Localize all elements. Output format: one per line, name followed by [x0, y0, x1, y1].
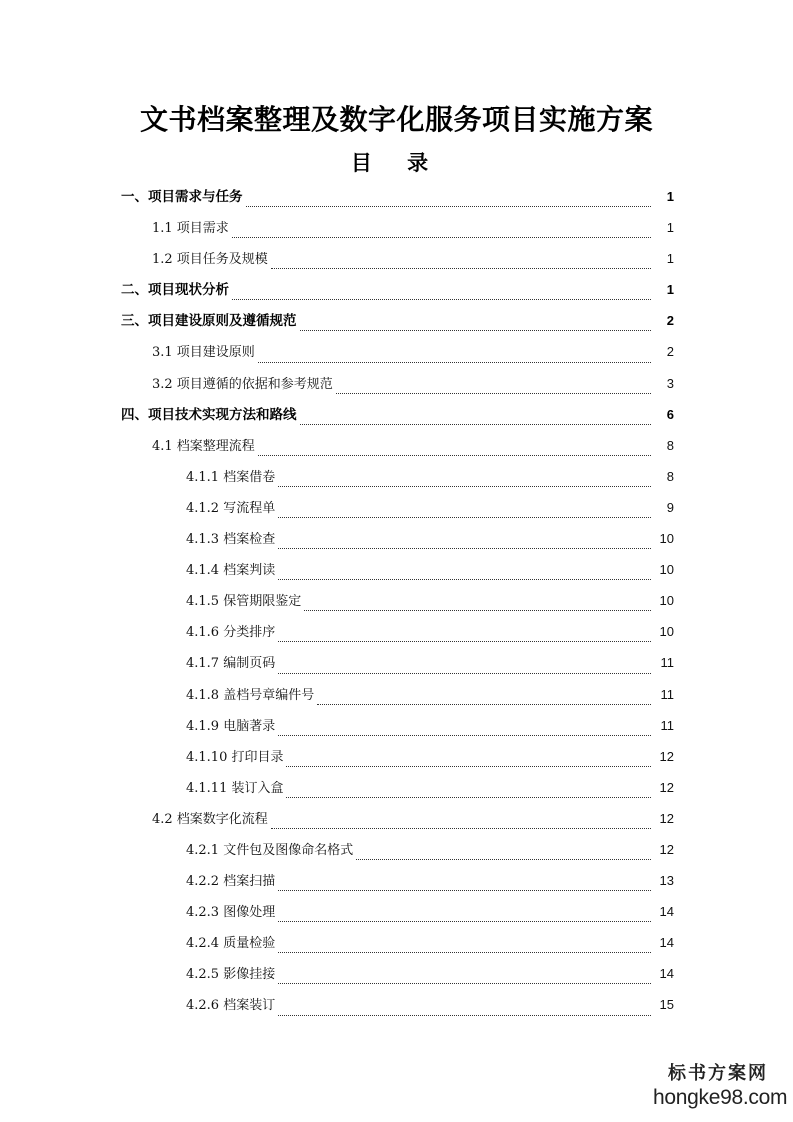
watermark	[653, 1062, 788, 1110]
toc-entry-label: 4.1.10 打印目录	[186, 749, 284, 765]
toc-entry-label: 4.2.1 文件包及图像命名格式	[186, 842, 354, 858]
toc-entry-page-number: 12	[659, 841, 674, 857]
toc-entry-page-number: 8	[666, 468, 674, 484]
toc-dot-leader	[246, 205, 652, 207]
toc-entry[interactable]	[0, 651, 793, 682]
toc-entry-label: 1.1 项目需求	[152, 221, 229, 237]
toc-entry-page-number: 14	[659, 966, 674, 982]
toc-entry-label: 4.1.6 分类排序	[186, 625, 276, 641]
toc-entry[interactable]	[0, 962, 793, 993]
toc-entry[interactable]	[0, 900, 793, 931]
toc-entry[interactable]	[0, 309, 793, 340]
toc-entry-label: 四、项目技术实现方法和路线	[121, 406, 297, 423]
toc-entry[interactable]	[0, 558, 793, 589]
toc-entry-label: 4.1.8 盖档号章编件号	[186, 687, 315, 703]
toc-entry-page-number: 14	[659, 935, 674, 951]
toc-dot-leader	[278, 516, 651, 518]
toc-entry-page-number: 11	[660, 686, 674, 702]
toc-entry[interactable]	[0, 434, 793, 465]
toc-entry-page-number: 11	[660, 655, 674, 671]
toc-dot-leader	[278, 889, 651, 891]
toc-entry-label: 4.2.3 图像处理	[186, 905, 276, 921]
toc-entry-page-number: 2	[666, 313, 674, 329]
toc-dot-leader	[317, 703, 651, 705]
toc-entry-label: 4.2.6 档案装订	[186, 998, 276, 1014]
toc-dot-leader	[278, 734, 651, 736]
toc-entry-label: 4.1.4 档案判读	[186, 563, 276, 579]
toc-entry[interactable]	[0, 620, 793, 651]
toc-entry-page-number: 1	[666, 189, 674, 204]
toc-dot-leader	[271, 267, 651, 269]
toc-heading	[0, 147, 793, 177]
toc-entry-page-number: 14	[659, 904, 674, 920]
toc-entry[interactable]	[0, 527, 793, 558]
toc-dot-leader	[278, 485, 651, 487]
watermark-site-name: 标书方案网	[668, 1063, 768, 1084]
toc-entry-page-number: 6	[666, 406, 674, 422]
toc-entry-label: 4.1.9 电脑著录	[186, 718, 276, 734]
toc-entry-label: 1.2 项目任务及规模	[152, 252, 268, 268]
toc-entry-page-number: 10	[659, 562, 674, 578]
toc-dot-leader	[258, 361, 651, 363]
toc-entry-label: 4.1.3 档案检查	[186, 532, 276, 548]
toc-entry-label: 三、项目建设原则及遵循规范	[121, 313, 297, 330]
toc-entry[interactable]	[0, 247, 793, 278]
toc-dot-leader	[278, 1014, 651, 1016]
toc-entry-label: 一、项目需求与任务	[121, 189, 243, 205]
toc-entry-label: 4.2.5 影像挂接	[186, 967, 276, 983]
toc-entry[interactable]	[0, 403, 793, 434]
toc-entry-label: 4.1.1 档案借卷	[186, 469, 276, 485]
toc-entry-page-number: 12	[659, 748, 674, 764]
toc-entry-page-number: 1	[666, 220, 674, 236]
toc-dot-leader	[278, 951, 651, 953]
toc-entry[interactable]	[0, 278, 793, 309]
toc-dot-leader	[258, 454, 651, 456]
toc-dot-leader	[278, 982, 651, 984]
toc-dot-leader	[278, 640, 651, 642]
toc-entry[interactable]	[0, 372, 793, 403]
toc-entry-page-number: 9	[666, 499, 674, 515]
toc-dot-leader	[300, 329, 652, 331]
toc-dot-leader	[278, 920, 651, 922]
toc-dot-leader	[304, 609, 651, 611]
toc-dot-leader	[286, 765, 651, 767]
toc-entry[interactable]	[0, 869, 793, 900]
toc-entry[interactable]	[0, 496, 793, 527]
toc-dot-leader	[278, 547, 651, 549]
toc-entry-label: 4.1.11 装订入盒	[186, 780, 284, 796]
toc-entry-page-number: 15	[659, 997, 674, 1013]
toc-entry-page-number: 2	[666, 344, 674, 360]
toc-dot-leader	[232, 236, 651, 238]
toc-entry[interactable]	[0, 216, 793, 247]
toc-entry-page-number: 12	[659, 810, 674, 826]
toc-entry-label: 二、项目现状分析	[121, 282, 229, 299]
toc-entry[interactable]	[0, 931, 793, 962]
toc-dot-leader	[271, 827, 651, 829]
toc-entry[interactable]	[0, 185, 793, 216]
toc-entry-page-number: 1	[666, 282, 674, 298]
toc-entry-page-number: 13	[659, 873, 674, 889]
toc-entry[interactable]	[0, 589, 793, 620]
toc-dot-leader	[232, 298, 651, 300]
toc-heading-text: 目 录	[350, 150, 443, 175]
toc-entry[interactable]	[0, 838, 793, 869]
toc-entry-label: 3.2 项目遵循的依据和参考规范	[152, 376, 333, 392]
toc-entry-label: 4.2.4 质量检验	[186, 936, 276, 952]
toc-entry-page-number: 10	[659, 531, 674, 547]
toc-entry[interactable]	[0, 776, 793, 807]
toc-entry-page-number: 1	[666, 251, 674, 267]
toc-dot-leader	[300, 423, 652, 425]
toc-entry-page-number: 10	[659, 593, 674, 609]
table-of-contents	[0, 185, 793, 1025]
toc-entry-page-number: 10	[659, 624, 674, 640]
toc-entry[interactable]	[0, 993, 793, 1024]
toc-entry-label: 3.1 项目建设原则	[152, 345, 255, 361]
toc-entry[interactable]	[0, 683, 793, 714]
toc-entry-page-number: 11	[660, 717, 674, 733]
toc-entry[interactable]	[0, 807, 793, 838]
toc-dot-leader	[356, 858, 651, 860]
watermark-url: hongke98.com	[653, 1086, 788, 1109]
toc-entry-label: 4.1 档案整理流程	[152, 438, 255, 454]
toc-dot-leader	[286, 796, 651, 798]
toc-dot-leader	[336, 392, 651, 394]
toc-entry-label: 4.1.5 保管期限鉴定	[186, 594, 302, 610]
toc-entry-label: 4.2.2 档案扫描	[186, 874, 276, 890]
toc-entry[interactable]	[0, 465, 793, 496]
toc-dot-leader	[278, 578, 651, 580]
document-title: 文书档案整理及数字化服务项目实施方案	[139, 103, 653, 136]
toc-entry[interactable]	[0, 340, 793, 371]
toc-entry-page-number: 12	[659, 779, 674, 795]
toc-entry-label: 4.1.7 编制页码	[186, 656, 276, 672]
toc-entry-page-number: 3	[666, 375, 674, 391]
toc-entry-label: 4.2 档案数字化流程	[152, 811, 268, 827]
toc-entry-label: 4.1.2 写流程单	[186, 500, 276, 516]
toc-dot-leader	[278, 672, 651, 674]
toc-entry[interactable]	[0, 714, 793, 745]
toc-entry-page-number: 8	[666, 437, 674, 453]
toc-entry[interactable]	[0, 745, 793, 776]
